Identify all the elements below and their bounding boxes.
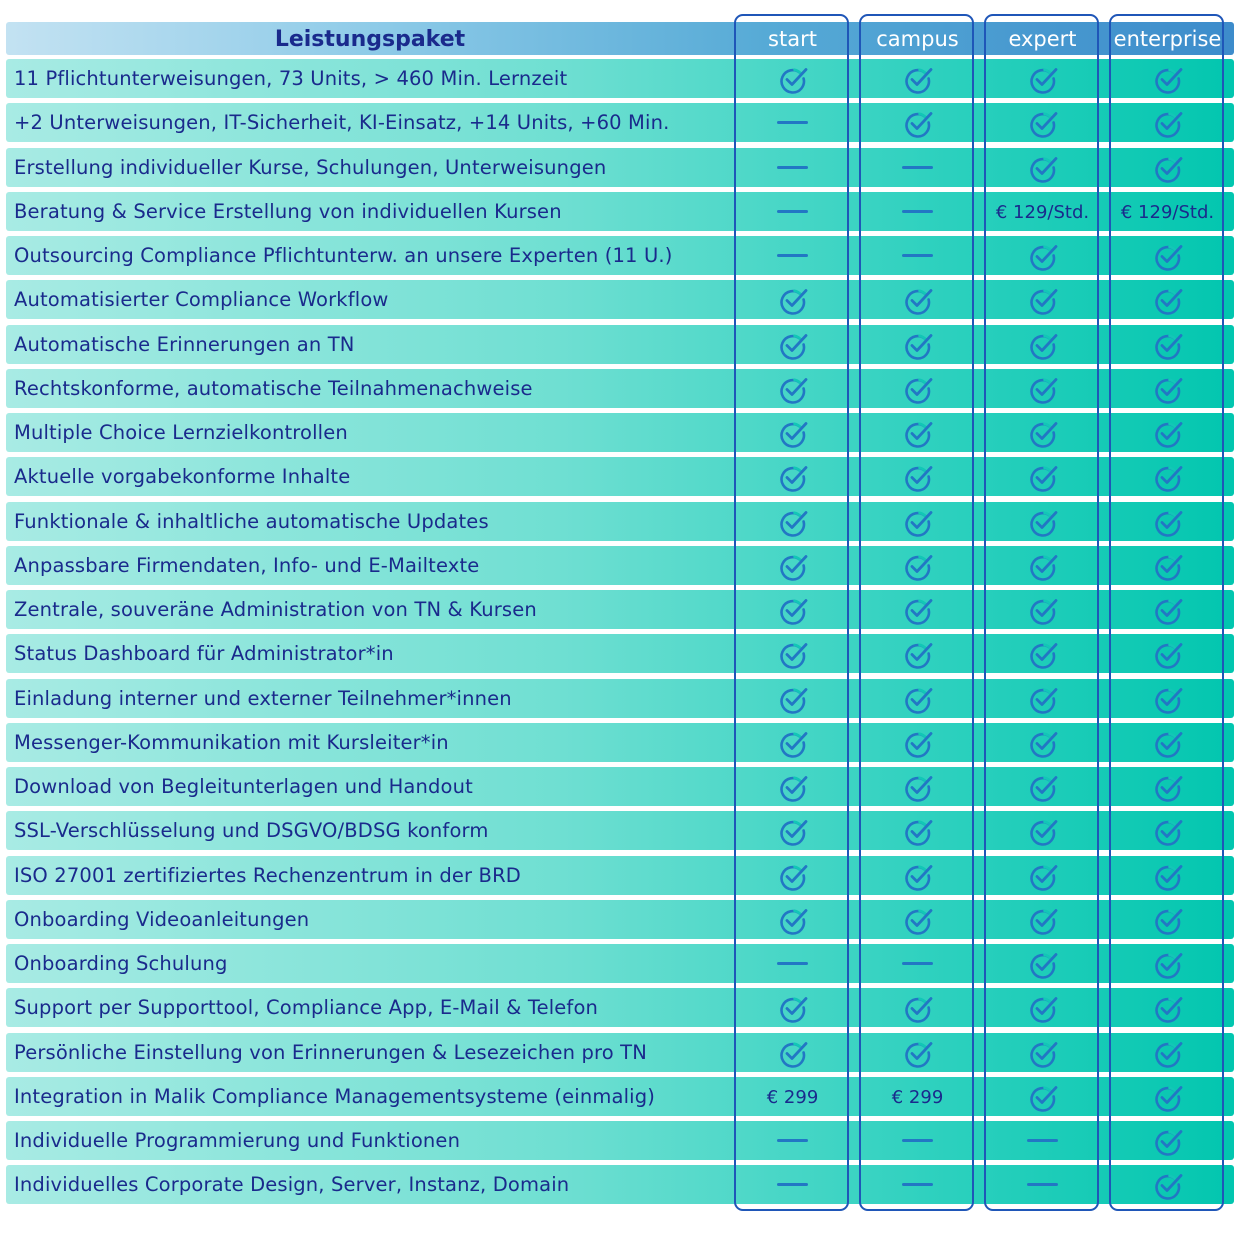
check-circle-icon [1027,993,1059,1023]
cell-campus [859,369,976,408]
check-circle-icon [902,551,934,581]
cell-campus [859,192,976,231]
check-circle-icon [777,861,809,891]
check-circle-icon [777,330,809,360]
table-row [6,1033,1234,1072]
check-circle-icon [1027,949,1059,979]
dash-icon [902,254,933,257]
cell-enterprise [1109,1033,1226,1072]
check-circle-icon [902,507,934,537]
cell-start [734,944,851,983]
check-circle-icon [777,374,809,404]
cell-enterprise [1109,679,1226,718]
cell-campus [859,413,976,452]
cell-start [734,1077,851,1116]
feature-label: Individuelle Programmierung und Funktionen [14,1129,461,1152]
check-circle-icon [777,64,809,94]
cell-enterprise [1109,502,1226,541]
check-circle-icon [902,816,934,846]
cell-start [734,192,851,231]
cell-expert [984,900,1101,939]
check-circle-icon [777,993,809,1023]
cell-expert [984,369,1101,408]
table-row [6,723,1234,762]
cell-expert [984,767,1101,806]
cell-enterprise [1109,413,1226,452]
cell-enterprise [1109,1077,1226,1116]
cell-campus [859,900,976,939]
cell-campus [859,634,976,673]
cell-campus [859,148,976,187]
feature-label: Support per Supporttool, Compliance App, E-Mail & Telefon [14,996,599,1020]
feature-label: Multiple Choice Lernzielkontrollen [14,421,348,444]
table-row [6,1121,1234,1160]
table-row [6,679,1234,718]
cell-enterprise [1109,767,1226,806]
cell-campus [859,236,976,275]
cell-expert [984,192,1101,231]
dash-icon [902,1183,933,1186]
cell-expert [984,590,1101,629]
cell-expert [984,280,1101,319]
check-circle-icon [1152,285,1184,315]
cell-start [734,502,851,541]
check-circle-icon [1152,507,1184,537]
cell-campus [859,723,976,762]
table-row [6,369,1234,408]
check-circle-icon [1152,639,1184,669]
check-circle-icon [1152,330,1184,360]
check-circle-icon [902,993,934,1023]
feature-label: ISO 27001 zertifiziertes Rechenzentrum in der BRD [14,863,521,887]
table-row [6,59,1234,98]
cell-start [734,103,851,142]
feature-label: Erstellung individueller Kurse, Schulungen, Unterweisungen [14,155,607,179]
table-header [6,22,1234,55]
check-circle-icon [1152,64,1184,94]
cell-expert [984,59,1101,98]
feature-label: Outsourcing Compliance Pflichtunterw. an unsere Experten (11 U.) [14,244,673,267]
cell-expert [984,944,1101,983]
price-value: € 299 [766,1086,819,1108]
cell-campus [859,502,976,541]
tier-header-enterprise: enterprise [1113,27,1222,51]
cell-campus [859,1165,976,1204]
check-circle-icon [1152,153,1184,183]
feature-label: +2 Unterweisungen, IT-Sicherheit, KI-Einsatz, +14 Units, +60 Min. [14,111,670,135]
cell-start [734,369,851,408]
price-value: € 129/Std. [995,201,1090,223]
check-circle-icon [777,507,809,537]
check-circle-icon [902,861,934,891]
cell-enterprise [1109,148,1226,187]
table-row [6,900,1234,939]
cell-campus [859,679,976,718]
cell-campus [859,988,976,1027]
cell-campus [859,325,976,364]
cell-enterprise [1109,944,1226,983]
table-row [6,502,1234,541]
price-value: € 299 [891,1086,944,1108]
dash-icon [1027,1139,1058,1142]
feature-label: Aktuelle vorgabekonforme Inhalte [14,465,351,489]
cell-expert [984,546,1101,585]
table-row [6,811,1234,850]
dash-icon [777,1183,808,1186]
feature-label: Rechtskonforme, automatische Teilnahmenachweise [14,376,533,400]
feature-label: 11 Pflichtunterweisungen, 73 Units, > 460 Min. Lernzeit [14,67,568,90]
cell-enterprise [1109,900,1226,939]
cell-enterprise [1109,1165,1226,1204]
check-circle-icon [1027,153,1059,183]
cell-expert [984,679,1101,718]
cell-start [734,280,851,319]
dash-icon [902,166,933,169]
cell-expert [984,811,1101,850]
dash-icon [902,1139,933,1142]
check-circle-icon [1027,1038,1059,1068]
check-circle-icon [1027,330,1059,360]
cell-enterprise [1109,59,1226,98]
check-circle-icon [777,684,809,714]
table-row [6,856,1234,895]
cell-campus [859,944,976,983]
cell-campus [859,280,976,319]
feature-label: Status Dashboard für Administrator*in [14,642,394,666]
check-circle-icon [1152,861,1184,891]
cell-campus [859,811,976,850]
cell-start [734,1165,851,1204]
cell-expert [984,988,1101,1027]
cell-start [734,988,851,1027]
check-circle-icon [1152,684,1184,714]
cell-start [734,767,851,806]
cell-enterprise [1109,103,1226,142]
cell-start [734,634,851,673]
table-row [6,457,1234,496]
feature-label: Zentrale, souveräne Administration von TN & Kursen [14,598,537,621]
check-circle-icon [1027,816,1059,846]
cell-enterprise [1109,634,1226,673]
table-row [6,148,1234,187]
table-row [6,325,1234,364]
cell-start [734,811,851,850]
feature-label: Persönliche Einstellung von Erinnerungen & Lesezeichen pro TN [14,1040,647,1064]
check-circle-icon [902,64,934,94]
table-row [6,944,1234,983]
cell-start [734,457,851,496]
table-row [6,546,1234,585]
check-circle-icon [777,639,809,669]
dash-icon [777,166,808,169]
check-circle-icon [1027,684,1059,714]
cell-start [734,900,851,939]
feature-label: Einladung interner und externer Teilnehmer*innen [14,686,512,710]
cell-start [734,236,851,275]
cell-enterprise [1109,590,1226,629]
check-circle-icon [777,551,809,581]
cell-expert [984,856,1101,895]
check-circle-icon [777,772,809,802]
cell-campus [859,59,976,98]
check-circle-icon [902,905,934,935]
cell-start [734,325,851,364]
table-row [6,634,1234,673]
cell-enterprise [1109,325,1226,364]
check-circle-icon [1152,595,1184,625]
cell-enterprise [1109,457,1226,496]
check-circle-icon [902,418,934,448]
dash-icon [777,962,808,965]
cell-enterprise [1109,546,1226,585]
cell-expert [984,148,1101,187]
check-circle-icon [777,595,809,625]
check-circle-icon [1027,507,1059,537]
check-circle-icon [1152,1170,1184,1200]
check-circle-icon [1027,905,1059,935]
table-row [6,103,1234,142]
feature-label: Individuelles Corporate Design, Server, Instanz, Domain [14,1173,570,1197]
cell-campus [859,590,976,629]
table-row [6,280,1234,319]
feature-label: Onboarding Videoanleitungen [14,907,310,931]
table-row [6,192,1234,231]
check-circle-icon [777,905,809,935]
check-circle-icon [1027,595,1059,625]
tier-header-start: start [768,27,817,51]
dash-icon [1027,1183,1058,1186]
check-circle-icon [1152,374,1184,404]
cell-enterprise [1109,280,1226,319]
check-circle-icon [1152,1038,1184,1068]
table-row [6,236,1234,275]
dash-icon [777,1139,808,1142]
check-circle-icon [1027,64,1059,94]
feature-label: Automatische Erinnerungen an TN [14,332,355,356]
check-circle-icon [1152,108,1184,138]
cell-enterprise [1109,192,1226,231]
check-circle-icon [777,418,809,448]
cell-campus [859,103,976,142]
check-circle-icon [1152,241,1184,271]
cell-expert [984,236,1101,275]
feature-label: Integration in Malik Compliance Managementsysteme (einmalig) [14,1084,655,1108]
cell-expert [984,325,1101,364]
dash-icon [902,210,933,213]
table-row [6,1165,1234,1204]
cell-enterprise [1109,856,1226,895]
price-value: € 129/Std. [1120,201,1215,223]
check-circle-icon [902,462,934,492]
feature-label: SSL-Verschlüsselung und DSGVO/BDSG konform [14,819,489,843]
check-circle-icon [902,108,934,138]
cell-campus [859,767,976,806]
cell-enterprise [1109,723,1226,762]
check-circle-icon [1027,462,1059,492]
table-row [6,767,1234,806]
cell-start [734,1033,851,1072]
check-circle-icon [902,728,934,758]
feature-label: Beratung & Service Erstellung von individuellen Kursen [14,199,562,223]
check-circle-icon [1152,462,1184,492]
check-circle-icon [1152,728,1184,758]
cell-expert [984,723,1101,762]
cell-expert [984,502,1101,541]
table-row [6,413,1234,452]
cell-expert [984,1121,1101,1160]
feature-label: Funktionale & inhaltliche automatische Updates [14,509,489,533]
check-circle-icon [1152,551,1184,581]
check-circle-icon [1152,949,1184,979]
check-circle-icon [1152,905,1184,935]
header-title: Leistungspaket [274,27,466,52]
cell-expert [984,413,1101,452]
dash-icon [902,962,933,965]
cell-start [734,148,851,187]
cell-start [734,413,851,452]
check-circle-icon [1027,639,1059,669]
cell-campus [859,546,976,585]
check-circle-icon [777,816,809,846]
check-circle-icon [1027,861,1059,891]
check-circle-icon [1027,285,1059,315]
cell-enterprise [1109,811,1226,850]
cell-campus [859,1077,976,1116]
check-circle-icon [902,285,934,315]
dash-icon [777,254,808,257]
cell-start [734,59,851,98]
check-circle-icon [1027,374,1059,404]
cell-expert [984,1033,1101,1072]
check-circle-icon [1027,1082,1059,1112]
table-row [6,590,1234,629]
check-circle-icon [902,595,934,625]
cell-expert [984,1165,1101,1204]
check-circle-icon [902,1038,934,1068]
tier-header-expert: expert [1008,27,1077,51]
cell-campus [859,856,976,895]
check-circle-icon [902,684,934,714]
cell-start [734,723,851,762]
cell-expert [984,457,1101,496]
check-circle-icon [777,1038,809,1068]
cell-enterprise [1109,1121,1226,1160]
check-circle-icon [777,728,809,758]
cell-campus [859,1121,976,1160]
check-circle-icon [1152,772,1184,802]
cell-enterprise [1109,236,1226,275]
dash-icon [777,121,808,124]
cell-start [734,590,851,629]
feature-label: Automatisierter Compliance Workflow [14,288,389,312]
cell-expert [984,103,1101,142]
cell-start [734,546,851,585]
check-circle-icon [1027,108,1059,138]
tier-header-campus: campus [876,27,959,51]
cell-start [734,856,851,895]
feature-label: Anpassbare Firmendaten, Info- und E-Mailtexte [14,553,480,577]
cell-enterprise [1109,988,1226,1027]
check-circle-icon [1152,816,1184,846]
check-circle-icon [1027,772,1059,802]
cell-start [734,679,851,718]
check-circle-icon [777,462,809,492]
feature-label: Onboarding Schulung [14,952,228,975]
check-circle-icon [1027,728,1059,758]
feature-label: Messenger-Kommunikation mit Kursleiter*in [14,730,449,754]
check-circle-icon [777,285,809,315]
cell-enterprise [1109,369,1226,408]
check-circle-icon [1152,1126,1184,1156]
check-circle-icon [1027,551,1059,581]
check-circle-icon [902,639,934,669]
cell-expert [984,1077,1101,1116]
cell-campus [859,1033,976,1072]
check-circle-icon [1027,418,1059,448]
check-circle-icon [1152,418,1184,448]
cell-expert [984,634,1101,673]
cell-start [734,1121,851,1160]
check-circle-icon [1152,993,1184,1023]
table-row [6,1077,1234,1116]
check-circle-icon [1152,1082,1184,1112]
feature-label: Download von Begleitunterlagen und Handout [14,775,473,798]
cell-campus [859,457,976,496]
check-circle-icon [1027,241,1059,271]
dash-icon [777,210,808,213]
table-row [6,988,1234,1027]
check-circle-icon [902,772,934,802]
check-circle-icon [902,330,934,360]
check-circle-icon [902,374,934,404]
